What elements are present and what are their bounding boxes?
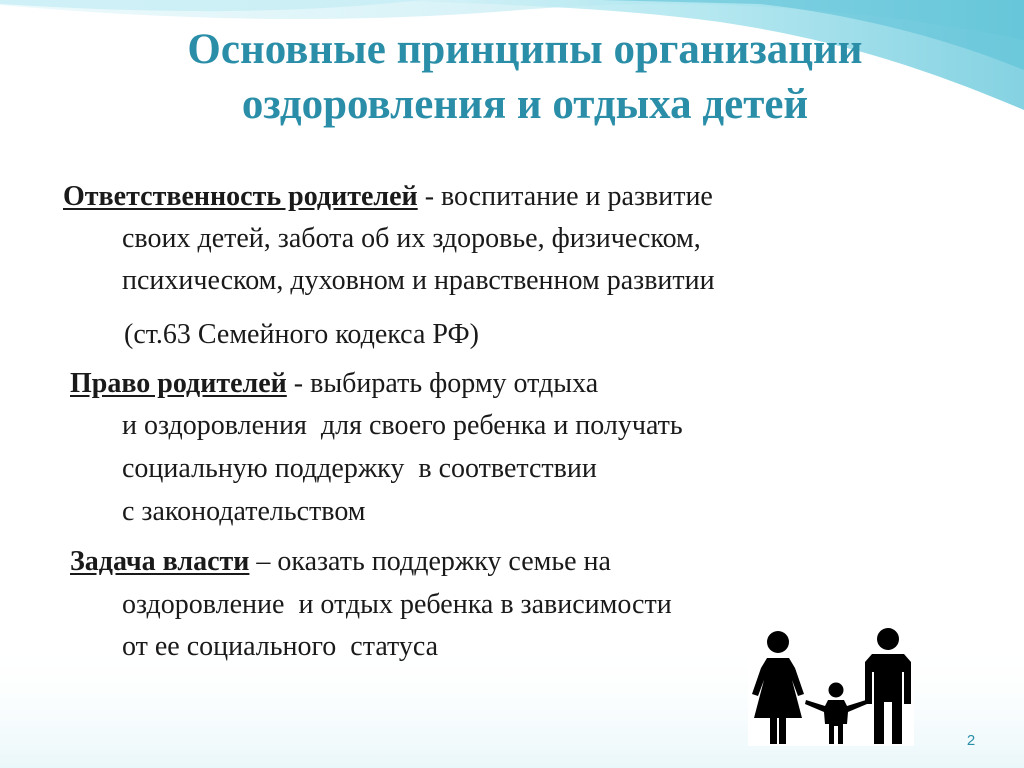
block-authority-line: от ее социального статуса bbox=[122, 631, 439, 662]
lead-right: - выбирать форму отдыха bbox=[286, 368, 599, 399]
slide-title-line-1: Основные принципы организации bbox=[187, 26, 863, 73]
term-responsibility: Ответственность родителей bbox=[63, 181, 418, 212]
slide-title-line-2: оздоровления и отдыха детей bbox=[241, 81, 809, 128]
block-responsibility-note: (ст.63 Семейного кодекса РФ) bbox=[124, 319, 479, 350]
family-silhouette-icon bbox=[748, 628, 914, 746]
lead-responsibility: - воспитание и развитие bbox=[417, 181, 713, 212]
block-authority-heading bbox=[70, 545, 611, 579]
lead-authority: – оказать поддержку семье на bbox=[249, 546, 611, 577]
block-right-line: с законодательством bbox=[122, 496, 366, 527]
block-responsibility-line: своих детей, забота об их здоровье, физическом, bbox=[122, 223, 701, 254]
block-responsibility-line: психическом, духовном и нравственном развитии bbox=[122, 265, 715, 296]
block-authority-line: оздоровление и отдых ребенка в зависимости bbox=[122, 589, 672, 620]
block-right-line: и оздоровления для своего ребенка и получать bbox=[122, 410, 683, 441]
block-responsibility-heading bbox=[63, 180, 713, 214]
term-right: Право родителей bbox=[70, 368, 287, 399]
term-authority: Задача власти bbox=[70, 546, 250, 577]
block-right-heading bbox=[70, 367, 598, 401]
page-number: 2 bbox=[966, 732, 976, 749]
block-right-line: социальную поддержку в соответствии bbox=[122, 453, 597, 484]
